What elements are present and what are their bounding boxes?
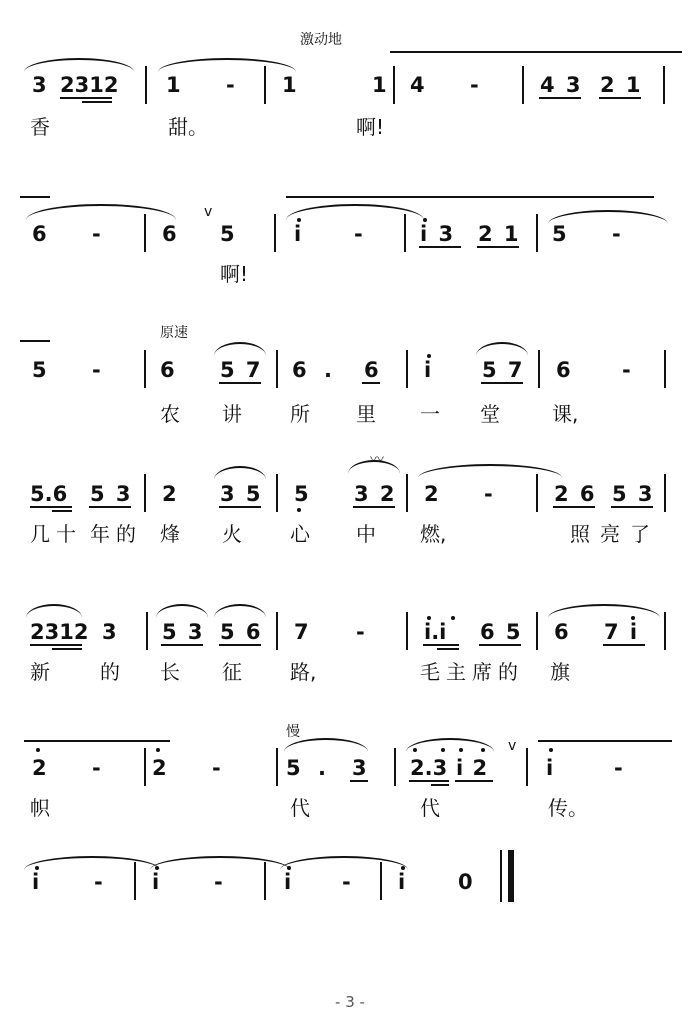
note: 2 1 — [600, 73, 641, 97]
lyric: 几 — [30, 522, 50, 546]
note: 5 — [286, 756, 301, 780]
note: 2312 — [60, 73, 119, 97]
note: . — [324, 358, 332, 382]
barline — [664, 474, 666, 512]
underline — [362, 382, 380, 384]
lyric: 烽 — [160, 522, 180, 546]
note: - — [612, 222, 621, 246]
lyric: 的 — [100, 660, 120, 684]
barline — [404, 214, 406, 252]
underline — [431, 784, 449, 786]
slur — [476, 342, 528, 356]
underline — [539, 97, 581, 99]
octave-dot — [35, 866, 39, 870]
octave-dot — [459, 748, 463, 752]
underline — [437, 648, 459, 650]
underline — [409, 780, 449, 782]
note: 5 — [220, 222, 235, 246]
expression-mark: 激动地 — [300, 32, 342, 48]
note: 6 — [32, 222, 47, 246]
slur — [26, 604, 82, 618]
barline — [134, 862, 136, 900]
barline — [406, 474, 408, 512]
note: i — [546, 756, 554, 780]
note: - — [354, 222, 363, 246]
note: 6 — [364, 358, 379, 382]
lyric: 农 — [160, 402, 180, 426]
underline — [52, 648, 82, 650]
note: i — [284, 870, 292, 894]
barline — [276, 474, 278, 512]
note: 2.3 — [410, 756, 448, 780]
breath-mark: v — [204, 204, 213, 220]
mordent-mark: 〰 — [370, 452, 384, 468]
note: 2 — [162, 482, 177, 506]
note: - — [226, 73, 235, 97]
octave-dot — [297, 508, 301, 512]
underline — [353, 506, 395, 508]
note: 2 — [424, 482, 439, 506]
note: - — [212, 756, 221, 780]
barline — [276, 748, 278, 786]
note: 6 5 — [480, 620, 521, 644]
barline — [526, 748, 528, 786]
lyric: 旗 — [550, 660, 570, 684]
underline — [481, 382, 523, 384]
barline — [380, 862, 382, 900]
slur — [214, 604, 266, 618]
note: 2 1 — [478, 222, 519, 246]
octave-dot — [441, 748, 445, 752]
note: - — [92, 756, 101, 780]
note: 6 — [554, 620, 569, 644]
note: i 3 — [420, 222, 454, 246]
underline — [30, 644, 82, 646]
lyric: 亮 — [600, 522, 620, 546]
barline — [274, 214, 276, 252]
octave-dot — [427, 616, 431, 620]
lyric: 席 — [472, 660, 492, 684]
underline — [82, 101, 112, 103]
note: i.i — [424, 620, 447, 644]
note: 5 3 — [162, 620, 203, 644]
note: 3 2 — [354, 482, 395, 506]
page-number: - 3 - — [335, 993, 365, 1011]
underline — [52, 510, 72, 512]
note: 6 — [160, 358, 175, 382]
octave-dot — [631, 616, 635, 620]
octave-dot — [156, 748, 160, 752]
lyric: 路, — [290, 660, 317, 684]
barline — [664, 350, 666, 388]
note: 1 — [282, 73, 297, 97]
slur — [548, 604, 660, 618]
final-barline-thick — [508, 850, 514, 902]
slur — [24, 58, 134, 72]
octave-dot — [297, 218, 301, 222]
slur — [418, 464, 562, 478]
note: - — [92, 222, 101, 246]
underline — [603, 644, 645, 646]
barline — [406, 350, 408, 388]
barline — [536, 474, 538, 512]
note: 4 3 — [540, 73, 581, 97]
note: 1 — [166, 73, 181, 97]
note: 6 — [162, 222, 177, 246]
note: i — [424, 358, 432, 382]
barline — [406, 612, 408, 650]
octave-dot — [481, 748, 485, 752]
lyric: 十 — [56, 522, 76, 546]
note: 4 — [410, 73, 425, 97]
lyric: 长 — [160, 660, 180, 684]
barline — [536, 214, 538, 252]
octave-dot — [451, 616, 455, 620]
note: - — [342, 870, 351, 894]
lyric: 中 — [356, 522, 376, 546]
note: - — [356, 620, 365, 644]
barline — [393, 66, 395, 104]
note: 5 7 — [482, 358, 523, 382]
tempo-mark: 慢 — [286, 724, 300, 740]
lyric: 香 — [30, 115, 50, 139]
octave-dot — [287, 866, 291, 870]
lyric: 里 — [356, 402, 376, 426]
lyric: 燃, — [420, 522, 447, 546]
slur — [158, 58, 296, 72]
note: 5 7 — [220, 358, 261, 382]
note: 3 — [102, 620, 117, 644]
note: i — [294, 222, 302, 246]
note: - — [214, 870, 223, 894]
note: 5 — [294, 482, 309, 506]
barline — [144, 214, 146, 252]
slur — [24, 740, 170, 742]
underline — [161, 644, 203, 646]
barline — [146, 612, 148, 650]
octave-dot — [36, 748, 40, 752]
final-barline-thin — [500, 850, 502, 902]
underline — [219, 506, 261, 508]
lyric: 帜 — [30, 796, 50, 820]
note: 6 — [556, 358, 571, 382]
lyric: 啊! — [356, 115, 385, 139]
slur — [20, 340, 50, 342]
lyric: 讲 — [222, 402, 242, 426]
lyric: 火 — [222, 522, 242, 546]
lyric: 心 — [290, 522, 310, 546]
lyric: 征 — [222, 660, 242, 684]
note: - — [470, 73, 479, 97]
octave-dot — [413, 748, 417, 752]
slur — [538, 740, 672, 742]
octave-dot — [155, 866, 159, 870]
lyric: 课, — [552, 402, 579, 426]
note: 5 3 — [612, 482, 653, 506]
lyric: 照 — [570, 522, 590, 546]
note: . — [318, 756, 326, 780]
lyric: 啊! — [220, 262, 249, 286]
underline — [479, 644, 521, 646]
underline — [455, 780, 493, 782]
note: - — [92, 358, 101, 382]
note: 2312 — [30, 620, 89, 644]
note: - — [484, 482, 493, 506]
note: i — [398, 870, 406, 894]
note: 7 i — [604, 620, 638, 644]
barline — [145, 66, 147, 104]
note: 5 3 — [90, 482, 131, 506]
note: 3 — [32, 73, 47, 97]
lyric: 主 — [446, 660, 466, 684]
lyric: 代 — [290, 796, 310, 820]
lyric: 年 — [90, 522, 110, 546]
barline — [264, 862, 266, 900]
note: i 2 — [456, 756, 488, 780]
slur — [150, 856, 290, 870]
lyric: 毛 — [420, 660, 440, 684]
barline — [144, 748, 146, 786]
lyric: 所 — [290, 402, 310, 426]
lyric: 代 — [420, 796, 440, 820]
slur — [286, 196, 654, 198]
slur — [214, 466, 266, 480]
underline — [599, 97, 641, 99]
underline — [30, 506, 72, 508]
slur — [280, 856, 408, 870]
underline — [89, 506, 131, 508]
underline — [219, 644, 261, 646]
note: i — [152, 870, 160, 894]
note: - — [614, 756, 623, 780]
octave-dot — [401, 866, 405, 870]
lyric: 的 — [498, 660, 518, 684]
octave-dot — [549, 748, 553, 752]
lyric: 了 — [630, 522, 650, 546]
octave-dot — [423, 218, 427, 222]
note: 6 — [292, 358, 307, 382]
slur — [24, 856, 160, 870]
note: 2 — [32, 756, 47, 780]
barline — [538, 350, 540, 388]
barline — [264, 66, 266, 104]
note: 5 6 — [220, 620, 261, 644]
note: 0 — [458, 870, 473, 894]
lyric: 新 — [30, 660, 50, 684]
note: - — [622, 358, 631, 382]
note: 3 — [352, 756, 367, 780]
slur — [214, 342, 266, 356]
underline — [423, 644, 459, 646]
note: i — [32, 870, 40, 894]
underline — [553, 506, 595, 508]
slur — [390, 51, 682, 53]
note: - — [94, 870, 103, 894]
underline — [477, 246, 519, 248]
underline — [419, 246, 461, 248]
note: 2 6 — [554, 482, 595, 506]
note: 2 — [152, 756, 167, 780]
breath-mark: v — [508, 738, 517, 754]
barline — [144, 350, 146, 388]
slur — [348, 460, 400, 474]
barline — [536, 612, 538, 650]
underline — [350, 780, 368, 782]
octave-dot — [427, 354, 431, 358]
lyric: 的 — [116, 522, 136, 546]
note: 5 — [552, 222, 567, 246]
underline — [219, 382, 261, 384]
underline — [611, 506, 653, 508]
tempo-mark: 原速 — [160, 325, 188, 341]
note: 3 5 — [220, 482, 261, 506]
barline — [144, 474, 146, 512]
note: 1 — [372, 73, 387, 97]
barline — [276, 612, 278, 650]
slur — [284, 738, 368, 752]
barline — [664, 612, 666, 650]
note: 7 — [294, 620, 309, 644]
slur — [20, 196, 50, 198]
barline — [522, 66, 524, 104]
note: 5.6 — [30, 482, 68, 506]
slur — [26, 204, 176, 220]
lyric: 传。 — [548, 796, 588, 820]
slur — [156, 604, 208, 618]
barline — [276, 350, 278, 388]
barline — [663, 66, 665, 104]
barline — [394, 748, 396, 786]
lyric: 堂 — [480, 402, 500, 426]
note: 5 — [32, 358, 47, 382]
lyric: 一 — [420, 402, 440, 426]
underline — [60, 97, 112, 99]
lyric: 甜。 — [168, 115, 208, 139]
